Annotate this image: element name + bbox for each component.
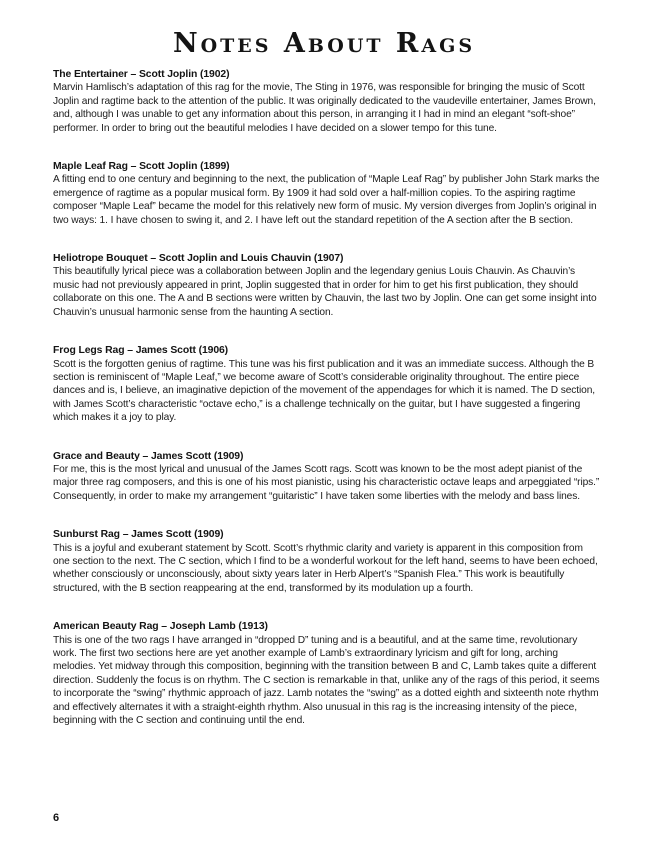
page-title: Notes About Rags bbox=[172, 28, 476, 59]
rag-note-section-frog-legs bbox=[53, 344, 601, 424]
rag-note-section-sunburst bbox=[53, 528, 601, 595]
section-body: Marvin Hamlisch’s adaptation of this rag for the movie, The Sting in 1976, was responsible for bringing the music of Scott Joplin and ragtime back to the attention of the public. It was originally dedicated to the vaudeville entertainer, James Brown, and, although I was unable to get any information about this person, in arranging it I had in mind an elegant “soft-shoe” performer. In order to bring out the beautiful melodies I have decided on a slower tempo for this tune. bbox=[53, 82, 596, 134]
page-content bbox=[53, 68, 601, 727]
rag-note-section-american-beauty bbox=[53, 620, 601, 727]
section-heading: Grace and Beauty – James Scott (1909) bbox=[53, 450, 244, 462]
rag-note-section-heliotrope-bouquet bbox=[53, 252, 601, 319]
section-body: This beautifully lyrical piece was a collaboration between Joplin and the legendary genius Louis Chauvin. As Chauvin’s music had not previously appeared in print, Joplin suggested that in order for him to get his first publication, they should collaborate on this one. The A and B sections were written by Chauvin, the last two by Joplin. One can get some insight into Chauvin’s unusual harmonic sense from the haunting A section. bbox=[53, 266, 597, 318]
section-body: Scott is the forgotten genius of ragtime. This tune was his first publication and it was an immediate success. Although the B section is reminiscent of “Maple Leaf,” we become aware of Scott’s considerable originality throughout. The entire piece dances and is, I believe, an imaginative depiction of the movement of the appendages for which it is named. The D section, with James Scott’s characteristic “octave echo,” is a challenge technically on the guitar, but I have suggested a fingering which makes it a joy to play. bbox=[53, 358, 596, 424]
rag-note-section-entertainer bbox=[53, 68, 601, 135]
rag-note-section-grace-and-beauty bbox=[53, 450, 601, 504]
section-heading: Frog Legs Rag – James Scott (1906) bbox=[53, 345, 229, 357]
section-heading: Heliotrope Bouquet – Scott Joplin and Louis Chauvin (1907) bbox=[53, 253, 344, 265]
section-body: This is a joyful and exuberant statement by Scott. Scott’s rhythmic clarity and variety is apparent in this composition from one section to the next. The C section, which I find to be a wonderful workout for the left hand, seems to have been echoed, whether consciously or unconsciously, about sixty years later in Herb Alpert’s “Spanish Flea.” This work is beautifully structured, with the B section reappearing at the end, transformed by its modulation up a fourth. bbox=[53, 542, 598, 594]
section-body: A fitting end to one century and beginning to the next, the publication of “Maple Leaf Rag” by publisher John Stark marks the emergence of ragtime as a popular musical form. By 1909 it had sold over a half-million copies. To the aspiring ragtime composer “Maple Leaf” became the model for this relatively new form of music. My version diverges from Joplin’s original in two ways: 1. I have chosen to swing it, and 2. I have left out the standard repetition of the A section after the B section. bbox=[53, 174, 600, 226]
section-body: For me, this is the most lyrical and unusual of the James Scott rags. Scott was known to be the most adept pianist of the major three rag composers, and this is one of his most pianistic, using his characteristic octave leaps and arpeggiated “rips.” Consequently, in order to make my arrangement “guitaristic” I have taken some liberties with the melody and bass lines. bbox=[53, 463, 600, 502]
section-heading: The Entertainer – Scott Joplin (1902) bbox=[53, 69, 230, 80]
section-body: This is one of the two rags I have arranged in “dropped D” tuning and is a beautiful, and at the same time, revolutionary work. The first two sections here are yet another example of Lamb’s extraordinary lyricism and gift for long, arching melodies. Yet midway through this composition, beginning with the transition between B and C, Lamb takes quite a different direction. Suddenly the focus is on rhythm. The C section is remarkable in that, unlike any of the rags of this period, it seems to incorporate the “swing” rhythmic approach of jazz. Lamb notates the “swing” as a dotted eighth and sixteenth note rhythm and effectively alternates it with a straight-eighth rhythm. Also unusual in this rag is the increasing intensity of the piece, beginning with the C section and continuing until the end. bbox=[53, 634, 600, 727]
section-heading: American Beauty Rag – Joseph Lamb (1913) bbox=[53, 621, 268, 633]
rag-note-section-maple-leaf bbox=[53, 160, 601, 227]
section-heading: Maple Leaf Rag – Scott Joplin (1899) bbox=[53, 161, 230, 173]
page-number: 6 bbox=[53, 812, 60, 824]
section-heading: Sunburst Rag – James Scott (1909) bbox=[53, 529, 224, 541]
